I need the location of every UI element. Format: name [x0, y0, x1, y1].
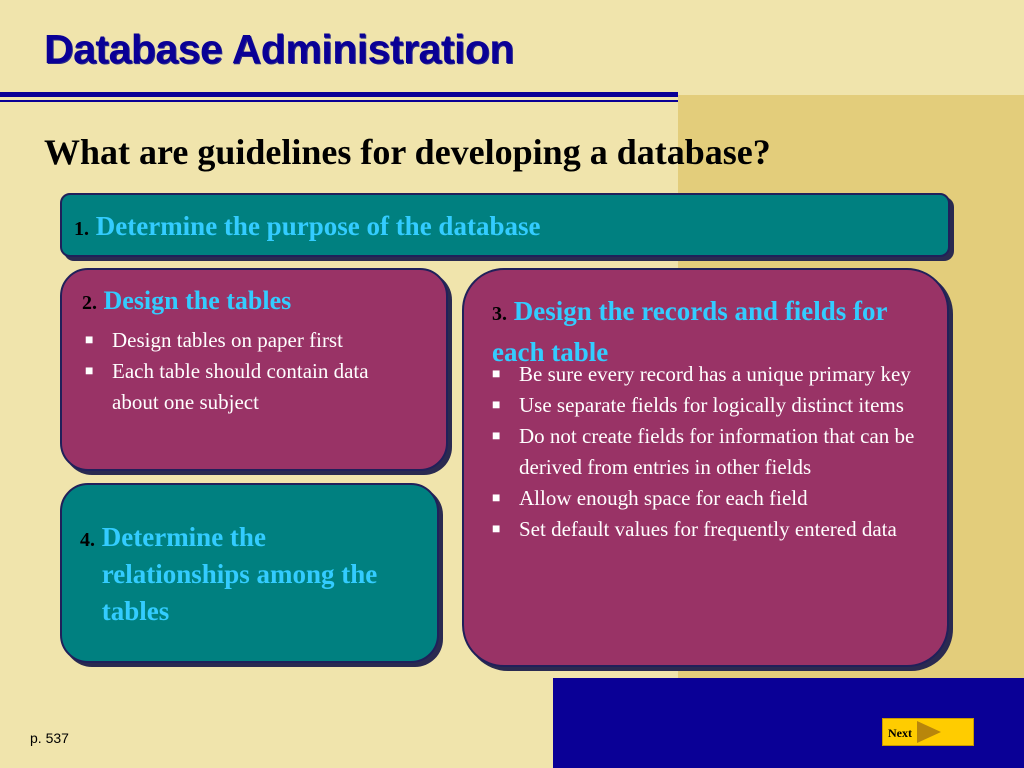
- step-3-number: 3.: [492, 303, 507, 325]
- title-rule-thick: [0, 92, 678, 97]
- list-item: [489, 421, 929, 483]
- step-3-box: [462, 268, 949, 667]
- step-4-heading: Determine the relationships among the tables: [101, 522, 378, 626]
- slide-title: Database Administration: [44, 26, 514, 72]
- step-2-bullet-list: [82, 325, 412, 418]
- title-rule-thin: [0, 100, 678, 102]
- step-2-number: 2.: [82, 292, 97, 314]
- bullet-text: Use separate fields for logically distinct items: [519, 393, 904, 417]
- step-4-line: [80, 519, 392, 630]
- step-2-box: [60, 268, 448, 471]
- right-arrow-icon: [917, 721, 941, 743]
- list-item: [489, 514, 929, 545]
- bullet-text: Allow enough space for each field: [519, 486, 808, 510]
- next-button[interactable]: [882, 718, 974, 746]
- bullet-text: Be sure every record has a unique primary key: [519, 362, 911, 386]
- square-bullet-icon: ■: [492, 491, 501, 506]
- step-1-number: 1.: [74, 218, 89, 240]
- step-1-box: [60, 193, 950, 257]
- step-4-box: [60, 483, 439, 663]
- bullet-text: Each table should contain data about one subject: [112, 359, 369, 414]
- square-bullet-icon: ■: [492, 522, 501, 537]
- square-bullet-icon: ■: [85, 364, 94, 379]
- step-4-number: 4.: [80, 529, 95, 551]
- slide-subtitle: What are guidelines for developing a database?: [44, 132, 771, 172]
- next-label: Next: [888, 726, 912, 740]
- step-3-bullet-list: [489, 359, 929, 545]
- square-bullet-icon: ■: [492, 367, 501, 382]
- list-item: [82, 325, 412, 356]
- list-item: [489, 359, 929, 390]
- page-reference: p. 537: [30, 730, 69, 746]
- square-bullet-icon: ■: [492, 429, 501, 444]
- list-item: [82, 356, 412, 418]
- step-1-heading: Determine the purpose of the database: [95, 211, 541, 241]
- bullet-text: Do not create fields for information that can be derived from entries in other fields: [519, 424, 915, 479]
- list-item: [489, 390, 929, 421]
- list-item: [489, 483, 929, 514]
- step-2-heading: Design the tables: [103, 286, 292, 315]
- step-1-line: [74, 211, 540, 242]
- square-bullet-icon: ■: [492, 398, 501, 413]
- step-2-line: [82, 286, 291, 316]
- square-bullet-icon: ■: [85, 333, 94, 348]
- bullet-text: Design tables on paper first: [112, 328, 343, 352]
- step-3-heading: Design the records and fields for each table: [492, 296, 887, 367]
- bullet-text: Set default values for frequently entered data: [519, 517, 897, 541]
